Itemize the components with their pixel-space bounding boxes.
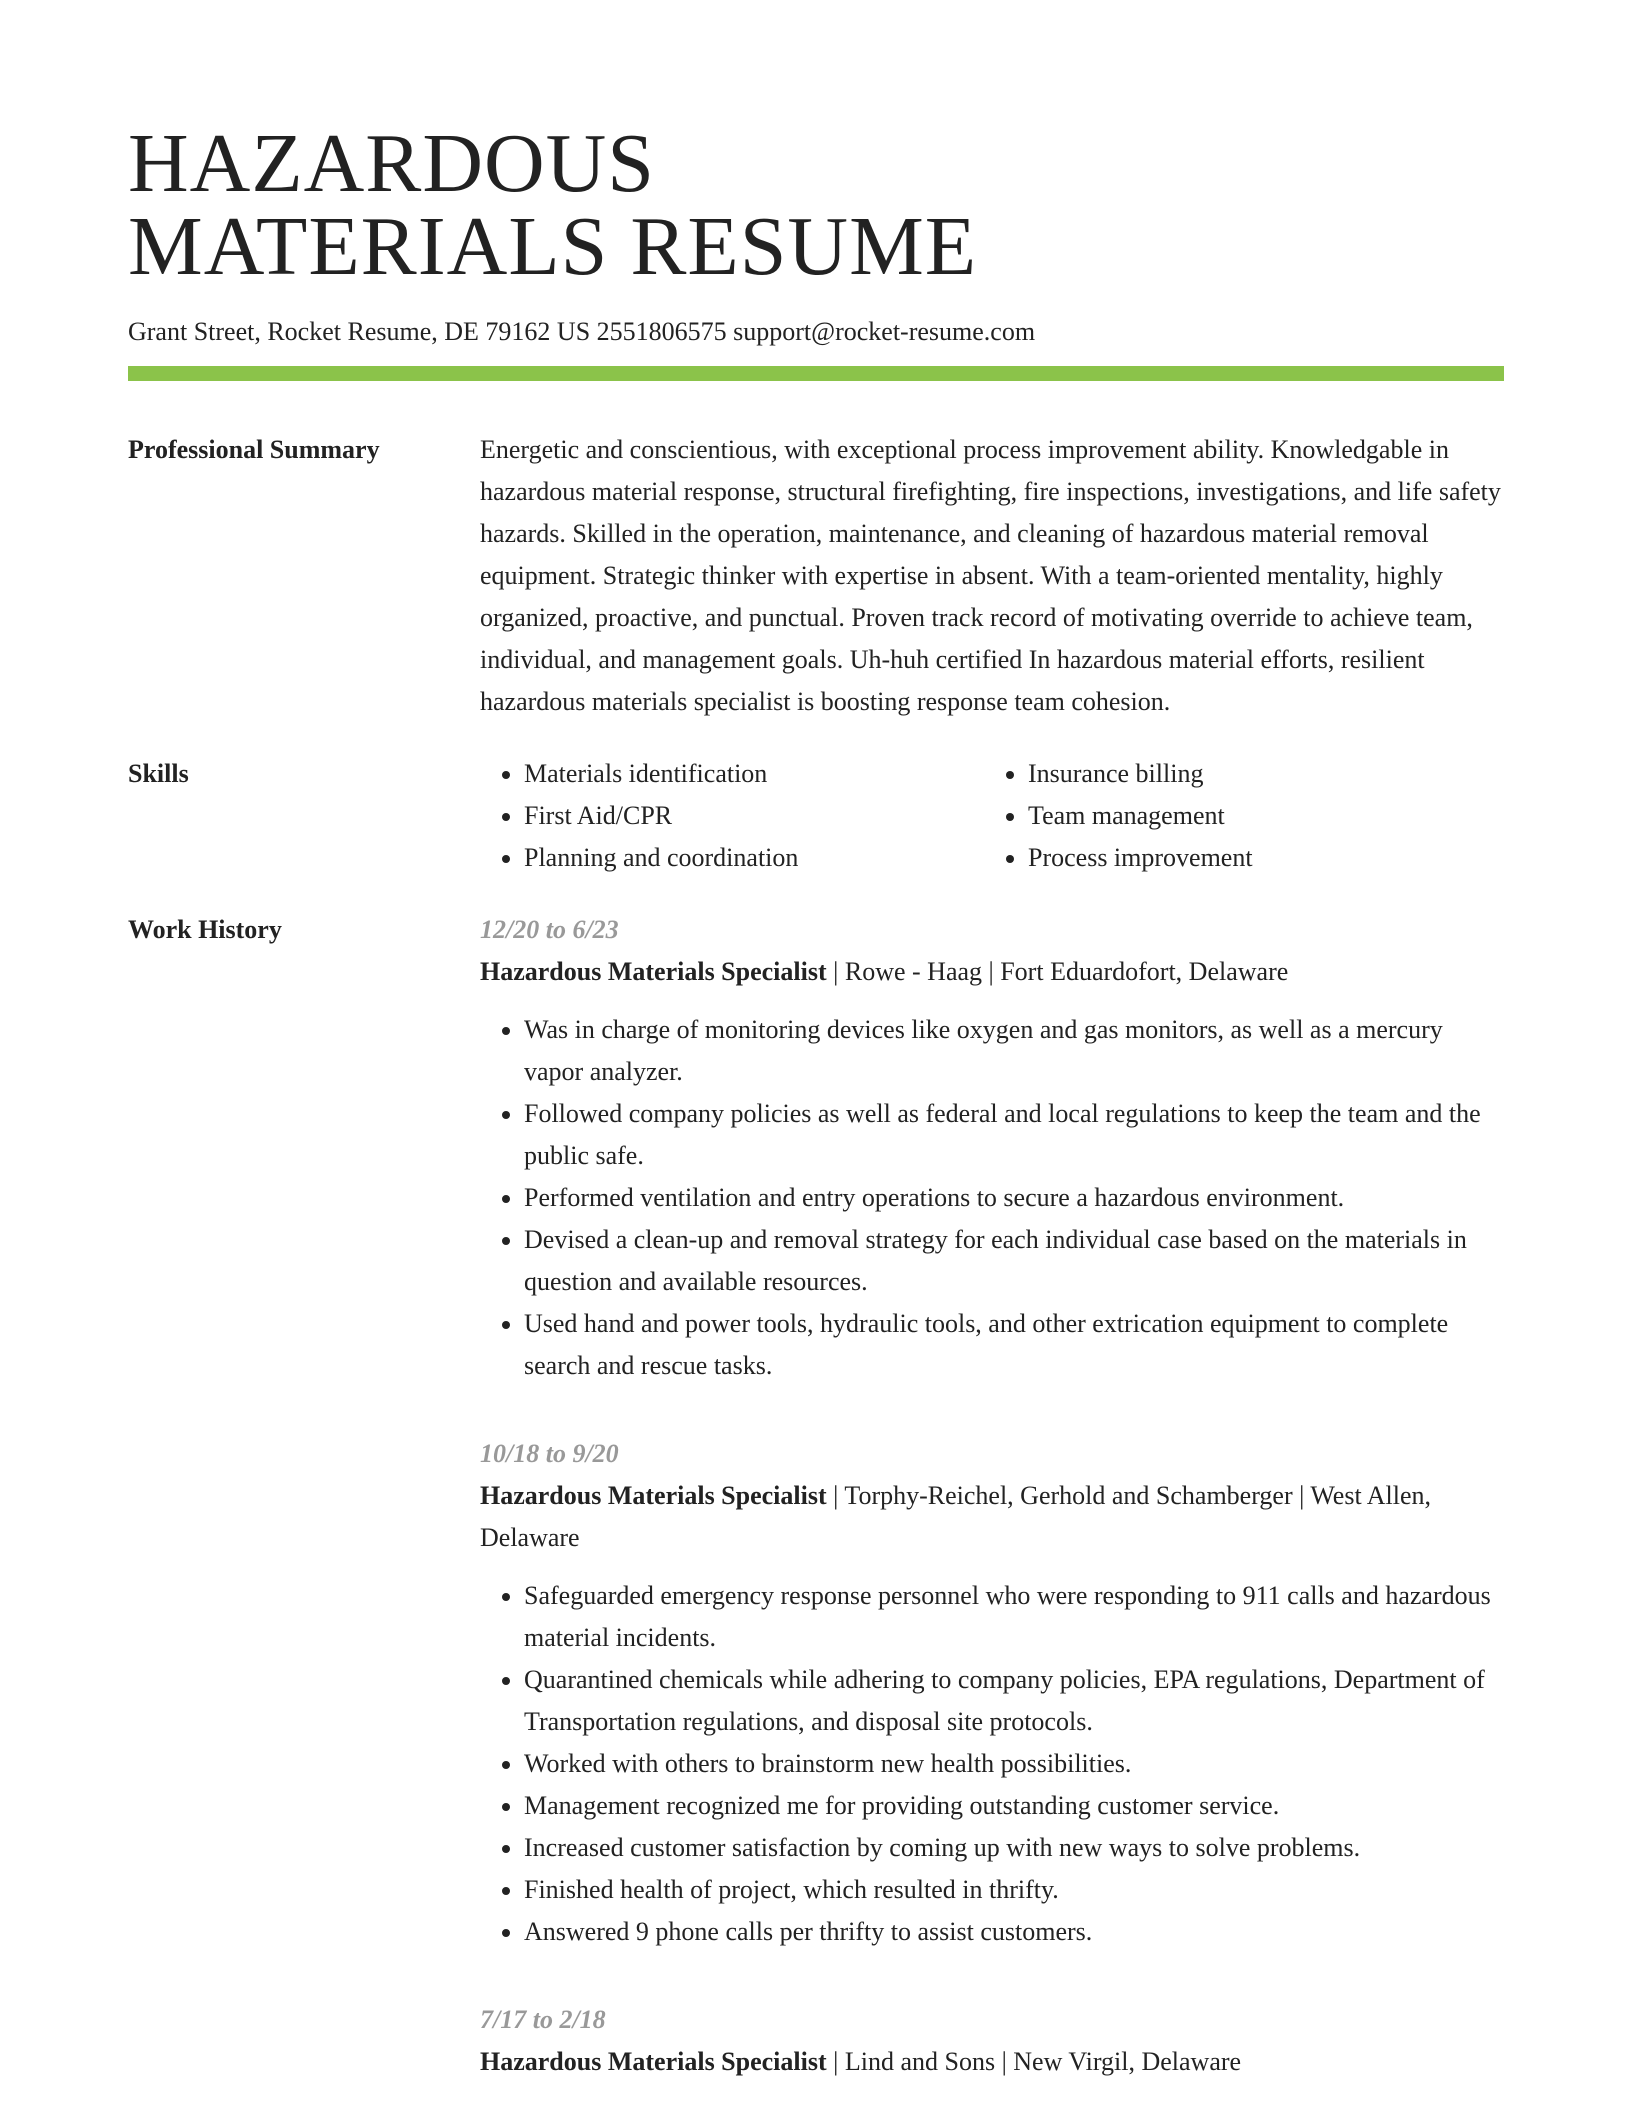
duty-item: • Was in charge of monitoring devices like oxygen and gas monitors, as well as a mercury vapor analyzer. (524, 1009, 1504, 1093)
resume-title (128, 117, 1504, 293)
summary-heading: Professional Summary (128, 435, 380, 464)
duty-item: • Devised a clean-up and removal strategy for each individual case based on the materials in question and available resources. (524, 1219, 1504, 1303)
title-line-1: HAZARDOUS (128, 117, 656, 210)
job-entry (480, 909, 1504, 1387)
job-role: Hazardous Materials Specialist (480, 1481, 827, 1510)
job-heading (480, 2041, 1504, 2083)
job-duties (480, 1009, 1504, 1387)
skill-item: • Team management (1028, 795, 1253, 837)
duty-item: • Used hand and power tools, hydraulic tools, and other extrication equipment to complete search and rescue tasks. (524, 1303, 1504, 1387)
job-heading (480, 1475, 1504, 1559)
job-dates: 12/20 to 6/23 (480, 915, 619, 944)
job-details: | Lind and Sons | New Virgil, Delaware (826, 2047, 1242, 2076)
job-entry (480, 1999, 1504, 2083)
duty-item: • Answered 9 phone calls per thrifty to assist customers. (524, 1911, 1504, 1953)
job-heading (480, 951, 1504, 993)
job-details: | Rowe - Haag | Fort Eduardofort, Delaware (826, 957, 1289, 986)
summary-section (128, 429, 1504, 723)
duty-item: • Quarantined chemicals while adhering to company policies, EPA regulations, Department of Transportation regulations, and disposal site protocols. (524, 1659, 1504, 1743)
job-dates: 7/17 to 2/18 (480, 2005, 606, 2034)
job-duties (480, 1575, 1504, 1953)
job-role: Hazardous Materials Specialist (480, 957, 827, 986)
summary-text: Energetic and conscientious, with exceptional process improvement ability. Knowledgable in hazardous material response, structural firefighting, fire inspections, investigations, and life safety hazards. Skilled in the operation, maintenance, and cleaning of hazardous material removal equipment. Strategic thinker with expertise in absent. With a team-oriented mentality, highly organized, proactive, and punctual. Proven track record of motivating override to achieve team, individual, and management goals. Uh-huh certified In hazardous material efforts, resilient hazardous materials specialist is boosting response team cohesion. (480, 435, 1501, 716)
skill-item: • Planning and coordination (524, 837, 984, 879)
duty-item: • Performed ventilation and entry operations to secure a hazardous environment. (524, 1177, 1504, 1219)
skills-list-left (480, 753, 984, 879)
title-line-2: MATERIALS RESUME (128, 200, 978, 293)
job-entry (480, 1433, 1504, 1953)
skill-item: • Materials identification (524, 753, 984, 795)
accent-divider (128, 366, 1504, 381)
skills-heading: Skills (128, 759, 189, 788)
work-history-section (128, 909, 1504, 2083)
duty-item: • Safeguarded emergency response personnel who were responding to 911 calls and hazardous material incidents. (524, 1575, 1504, 1659)
duty-item: • Management recognized me for providing outstanding customer service. (524, 1785, 1504, 1827)
skill-item: • Process improvement (1028, 837, 1253, 879)
job-details: | Torphy-Reichel, Gerhold and Schamberger | West Allen, Delaware (480, 1481, 1432, 1552)
duty-item: • Finished health of project, which resulted in thrifty. (524, 1869, 1504, 1911)
skill-item: • First Aid/CPR (524, 795, 984, 837)
job-dates: 10/18 to 9/20 (480, 1439, 619, 1468)
contact-info: Grant Street, Rocket Resume, DE 79162 US 2551806575 support@rocket-resume.com (128, 317, 1036, 346)
skills-list-right (984, 753, 1253, 879)
resume-page (128, 117, 1504, 2083)
work-history-heading: Work History (128, 915, 282, 944)
duty-item: • Followed company policies as well as federal and local regulations to keep the team and the public safe. (524, 1093, 1504, 1177)
job-role: Hazardous Materials Specialist (480, 2047, 827, 2076)
skill-item: • Insurance billing (1028, 753, 1253, 795)
skills-section (128, 753, 1504, 879)
duty-item: • Worked with others to brainstorm new health possibilities. (524, 1743, 1504, 1785)
duty-item: • Increased customer satisfaction by coming up with new ways to solve problems. (524, 1827, 1504, 1869)
